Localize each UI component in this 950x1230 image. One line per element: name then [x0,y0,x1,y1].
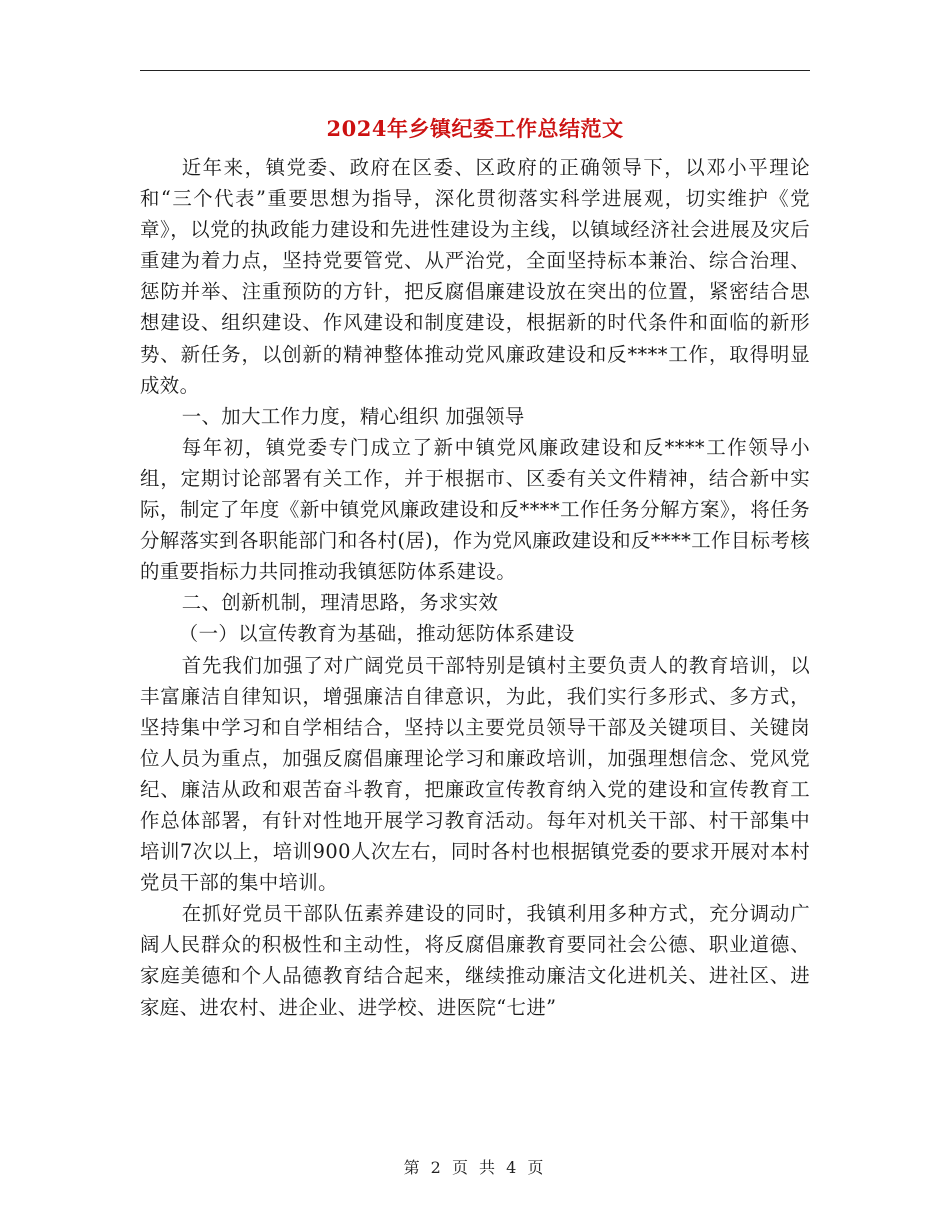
paragraph-leadership: 每年初，镇党委专门成立了新中镇党风廉政建设和反****工作领导小组，定期讨论部署有关工作，并于根据市、区委有关文件精神，结合新中实际，制定了年度《新中镇党风廉政建设和反****工作任务分解方案》，将任务分解落实到各职能部门和各村(居)，作为党风廉政建设和反****工作目标考核的重要指标力共同推动我镇惩防体系建设。 [140,435,810,584]
section-heading-1: 一、加大工作力度，精心组织 加强领导 [181,404,525,428]
page-footer: 第 2 页 共 4 页 [403,1158,547,1177]
header-rule [140,70,810,71]
document-title: 2024年乡镇纪委工作总结范文 [326,116,624,141]
paragraph-intro: 近年来，镇党委、政府在区委、区政府的正确领导下，以邓小平理论和“三个代表”重要思想为指导，深化贯彻落实科学进展观，切实维护《党章》，以党的执政能力建设和先进性建设为主线，以镇域经济社会进展及灾后重建为着力点，坚持党要管党、从严治党，全面坚持标本兼治、综合治理、惩防并举、注重预防的方针，把反腐倡廉建设放在突出的位置，紧密结合思想建设、组织建设、作风建设和制度建设，根据新的时代条件和面临的新形势、新任务，以创新的精神整体推动党风廉政建设和反****工作，取得明显成效。 [140,156,810,397]
paragraph-public-engagement: 在抓好党员干部队伍素养建设的同时，我镇利用多种方式，充分调动广阔人民群众的积极性和主动性，将反腐倡廉教育要同社会公德、职业道德、家庭美德和个人品德教育结合起来，继续推动廉洁文化进机关、进社区、进家庭、进农村、进企业、进学校、进医院“七进” [140,902,810,1019]
document-body [140,152,810,1023]
section-heading-2: 二、创新机制，理清思路，务求实效 [181,591,499,615]
subsection-heading-1: （一）以宣传教育为基础，推动惩防体系建设 [178,622,575,646]
paragraph-education: 首先我们加强了对广阔党员干部特别是镇村主要负责人的教育培训，以丰富廉洁自律知识，增强廉洁自律意识，为此，我们实行多形式、多方式，坚持集中学习和自学相结合，坚持以主要党员领导干部及关键项目、关键岗位人员为重点，加强反腐倡廉理论学习和廉政培训，加强理想信念、党风党纪、廉洁从政和艰苦奋斗教育，把廉政宣传教育纳入党的建设和宣传教育工作总体部署，有针对性地开展学习教育活动。每年对机关干部、村干部集中培训7次以上，培训900人次左右，同时各村也根据镇党委的要求开展对本村党员干部的集中培训。 [140,653,810,895]
